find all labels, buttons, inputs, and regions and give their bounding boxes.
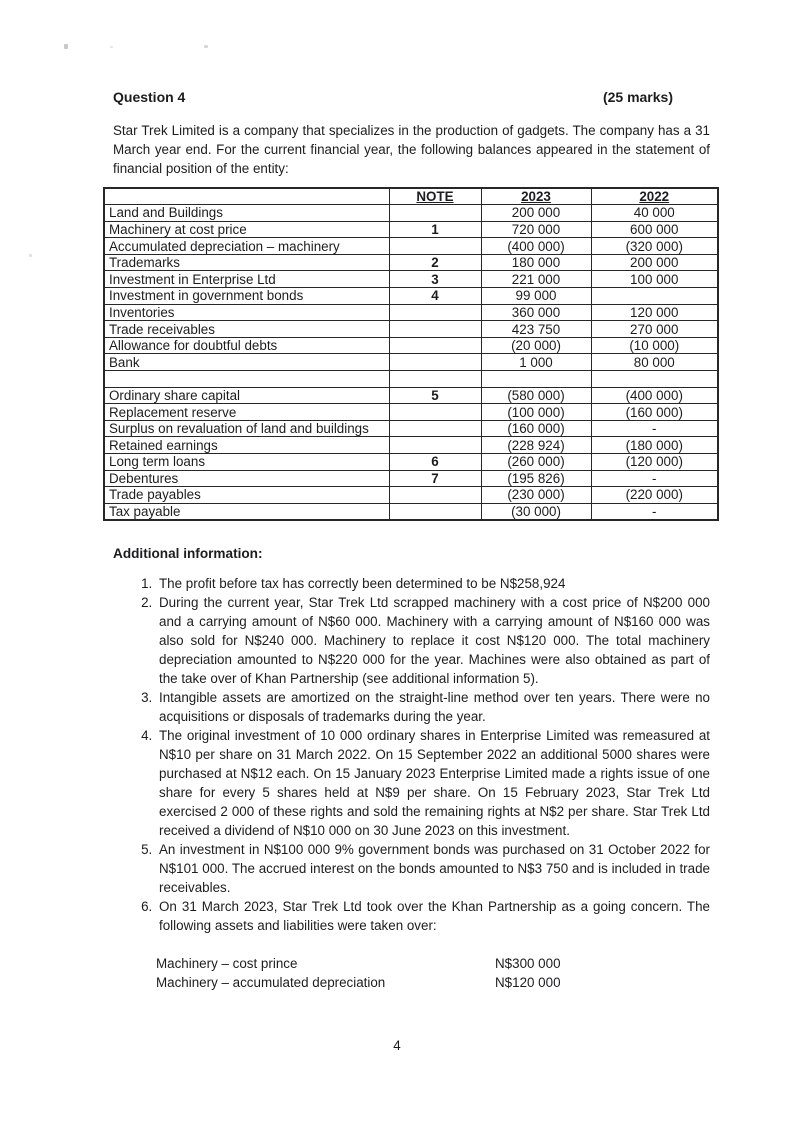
row-label: Trade receivables xyxy=(104,321,389,338)
row-2022: - xyxy=(591,503,718,520)
row-2022: - xyxy=(591,420,718,437)
scan-artifact xyxy=(204,45,208,48)
header-2022: 2022 xyxy=(591,188,718,205)
row-2022: 100 000 xyxy=(591,271,718,288)
row-label: Trade payables xyxy=(104,487,389,504)
row-2023: 221 000 xyxy=(481,271,591,288)
info-item-3: 3. Intangible assets are amortized on the straight-line method over ten years. There were no acquisitions or disposals of trademarks during the year. xyxy=(156,688,710,726)
row-2022: (220 000) xyxy=(591,487,718,504)
info-item-2: 2. During the current year, Star Trek Ltd scrapped machinery with a cost price of N$200 000 and a carrying amount of N$60 000. Machinery with a carrying amount of N$160 000 was also sold for N$240 000. Machinery to replace it cost N$120 000. The total machinery depreciation amounted to N$220 000 for the year. Machines were also obtained as part of the take over of Khan Partnership (see additional information 5). xyxy=(156,593,710,688)
additional-info-list xyxy=(113,574,710,935)
row-note xyxy=(389,354,481,371)
table-spacer-row xyxy=(104,371,718,388)
takeover-value: N$300 000 xyxy=(495,955,561,971)
row-note: 7 xyxy=(389,470,481,487)
table-row xyxy=(104,337,718,354)
question-title: Question 4 xyxy=(113,89,186,105)
row-2023: 200 000 xyxy=(481,205,591,222)
row-note xyxy=(389,371,481,388)
row-label: Debentures xyxy=(104,470,389,487)
row-label xyxy=(104,371,389,388)
scan-artifact xyxy=(110,46,113,48)
row-note: 4 xyxy=(389,288,481,305)
row-label: Allowance for doubtful debts xyxy=(104,337,389,354)
row-2022: 270 000 xyxy=(591,321,718,338)
row-label: Land and Buildings xyxy=(104,205,389,222)
question-header xyxy=(113,89,710,106)
info-item-4: 4. The original investment of 10 000 ordinary shares in Enterprise Limited was remeasured at N$10 per share on 31 March 2022. On 15 September 2022 an additional 5000 shares were purchased at N$12 each. On 15 January 2023 Enterprise Limited made a rights issue of one share for every 5 shares held at N$9 per share. On 15 February 2023, Star Trek Ltd exercised 2 000 of these rights and sold the remaining rights at N$2 per share. Star Trek Ltd received a dividend of N$10 000 on 30 June 2023 on this investment. xyxy=(156,726,710,840)
table-row xyxy=(104,221,718,238)
row-2023: 99 000 xyxy=(481,288,591,305)
row-2022: 40 000 xyxy=(591,205,718,222)
row-2022: - xyxy=(591,470,718,487)
row-2023: (160 000) xyxy=(481,420,591,437)
table-row xyxy=(104,487,718,504)
table-row xyxy=(104,238,718,255)
row-2023: 360 000 xyxy=(481,304,591,321)
row-2022: (120 000) xyxy=(591,454,718,471)
row-note: 3 xyxy=(389,271,481,288)
row-label: Ordinary share capital xyxy=(104,387,389,404)
row-2023: 720 000 xyxy=(481,221,591,238)
scan-artifact xyxy=(29,254,32,257)
row-note xyxy=(389,404,481,421)
table-row xyxy=(104,254,718,271)
scan-artifact xyxy=(64,44,68,49)
row-2023: 180 000 xyxy=(481,254,591,271)
row-2023 xyxy=(481,371,591,388)
question-marks: (25 marks) xyxy=(602,89,673,105)
row-2022: (400 000) xyxy=(591,387,718,404)
row-note xyxy=(389,321,481,338)
takeover-value: N$120 000 xyxy=(495,974,561,990)
row-2022: 80 000 xyxy=(591,354,718,371)
takeover-item xyxy=(156,954,710,973)
row-label: Replacement reserve xyxy=(104,404,389,421)
row-2023: (228 924) xyxy=(481,437,591,454)
row-2023: (230 000) xyxy=(481,487,591,504)
row-2022: 200 000 xyxy=(591,254,718,271)
row-label: Bank xyxy=(104,354,389,371)
table-row xyxy=(104,503,718,520)
row-note xyxy=(389,420,481,437)
table-row xyxy=(104,354,718,371)
row-2023: (260 000) xyxy=(481,454,591,471)
takeover-label: Machinery – cost prince xyxy=(156,955,298,971)
header-note: NOTE xyxy=(389,188,481,205)
row-2023: (30 000) xyxy=(481,503,591,520)
intro-paragraph: Star Trek Limited is a company that specializes in the production of gadgets. The company has a 31 March year end. For the current financial year, the following balances appeared in the statement of financial position of the entity: xyxy=(113,123,710,176)
table-row xyxy=(104,304,718,321)
row-2022: (10 000) xyxy=(591,337,718,354)
additional-info-heading: Additional information: xyxy=(113,545,263,561)
row-note xyxy=(389,487,481,504)
info-item-1: 1. The profit before tax has correctly been determined to be N$258,924 xyxy=(156,574,710,593)
row-2023: (100 000) xyxy=(481,404,591,421)
table-header-row xyxy=(104,188,718,205)
row-note xyxy=(389,503,481,520)
row-label: Trademarks xyxy=(104,254,389,271)
table-row xyxy=(104,470,718,487)
page-content xyxy=(109,89,710,992)
row-2022: 120 000 xyxy=(591,304,718,321)
row-note xyxy=(389,304,481,321)
row-label: Investment in Enterprise Ltd xyxy=(104,271,389,288)
row-label: Inventories xyxy=(104,304,389,321)
row-note: 1 xyxy=(389,221,481,238)
row-note: 5 xyxy=(389,387,481,404)
row-2023: 423 750 xyxy=(481,321,591,338)
row-label: Long term loans xyxy=(104,454,389,471)
table-row xyxy=(104,437,718,454)
row-2023: (20 000) xyxy=(481,337,591,354)
table-row xyxy=(104,205,718,222)
table-row xyxy=(104,420,718,437)
row-label: Investment in government bonds xyxy=(104,288,389,305)
row-2023: 1 000 xyxy=(481,354,591,371)
row-label: Accumulated depreciation – machinery xyxy=(104,238,389,255)
balance-table xyxy=(103,187,719,521)
info-item-6: 6. On 31 March 2023, Star Trek Ltd took over the Khan Partnership as a going concern. The following assets and liabilities were taken over: xyxy=(156,897,710,935)
row-note xyxy=(389,205,481,222)
row-2023: (400 000) xyxy=(481,238,591,255)
row-2022: 600 000 xyxy=(591,221,718,238)
header-label xyxy=(104,188,389,205)
row-note xyxy=(389,437,481,454)
row-2022 xyxy=(591,288,718,305)
page-number: 4 xyxy=(393,1038,401,1053)
table-row xyxy=(104,321,718,338)
takeover-item xyxy=(156,973,710,992)
table-row xyxy=(104,271,718,288)
row-note xyxy=(389,337,481,354)
row-label: Surplus on revaluation of land and buildings xyxy=(104,420,389,437)
row-label: Retained earnings xyxy=(104,437,389,454)
table-row xyxy=(104,454,718,471)
row-2022: (160 000) xyxy=(591,404,718,421)
row-2022: (180 000) xyxy=(591,437,718,454)
takeover-list xyxy=(113,954,710,992)
row-label: Machinery at cost price xyxy=(104,221,389,238)
row-2022: (320 000) xyxy=(591,238,718,255)
row-note xyxy=(389,238,481,255)
row-note: 2 xyxy=(389,254,481,271)
row-label: Tax payable xyxy=(104,503,389,520)
row-2023: (580 000) xyxy=(481,387,591,404)
takeover-label: Machinery – accumulated depreciation xyxy=(156,974,386,990)
row-2023: (195 826) xyxy=(481,470,591,487)
table-row xyxy=(104,387,718,404)
table-row xyxy=(104,288,718,305)
row-2022 xyxy=(591,371,718,388)
table-row xyxy=(104,404,718,421)
info-item-5: 5. An investment in N$100 000 9% government bonds was purchased on 31 October 2022 for N$101 000. The accrued interest on the bonds amounted to N$3 750 and is included in trade receivables. xyxy=(156,840,710,897)
header-2023: 2023 xyxy=(481,188,591,205)
row-note: 6 xyxy=(389,454,481,471)
